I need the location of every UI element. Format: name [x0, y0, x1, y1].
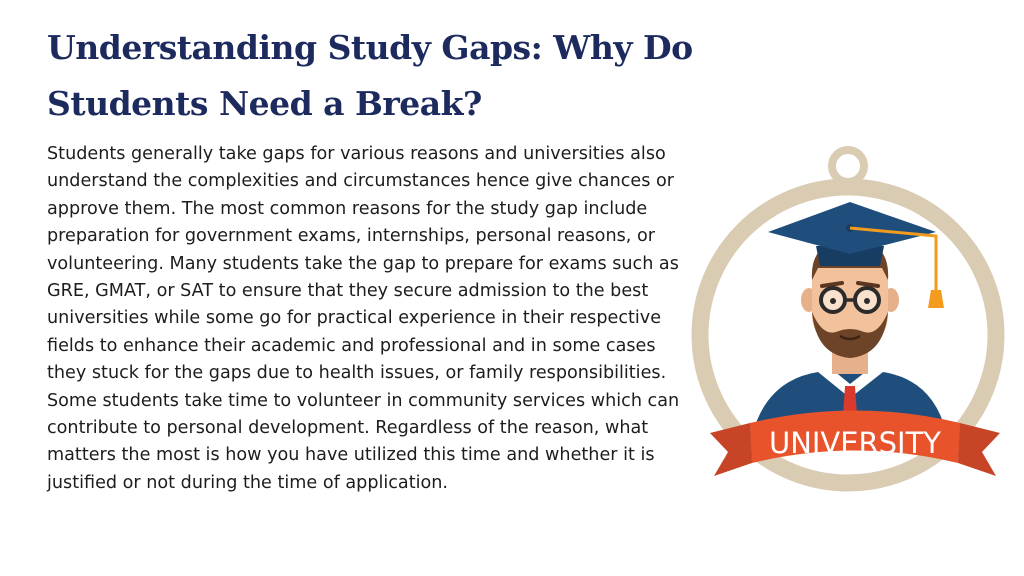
university-banner-text: UNIVERSITY [769, 426, 942, 460]
medal-loop [832, 150, 864, 182]
right-eye [864, 298, 870, 304]
left-eye [830, 298, 836, 304]
page-title: Understanding Study Gaps: Why Do Students Need a Break? [47, 28, 693, 123]
ribbon-left-tail [710, 423, 752, 476]
graduate-medal-graphic [688, 140, 1022, 510]
ribbon-left-star: ★ [718, 448, 728, 461]
body-paragraph: Students generally take gaps for various reasons and universities also understand the complexities and circumstances hence give chances or approve them. The most common reasons for the study gap include preparation for government exams, internships, personal reasons, or volunteering. Many students take the gap to prepare for exams such as GRE, GMAT, or SAT to ensure that they secure admission to the best universities while some go for practical experience in their respective fields to enhance their academic and professional and in some cases they stuck for the gaps due to health issues, or family responsibilities. Some students take time to volunteer in community services which can contribute to personal development. Regardless of the reason, what matters the most is how you have utilized this time and whether it is justified or not during the time of application. [47, 144, 680, 493]
ribbon-right-star: ★ [984, 448, 994, 461]
graduate-medal-illustration [688, 140, 1022, 510]
